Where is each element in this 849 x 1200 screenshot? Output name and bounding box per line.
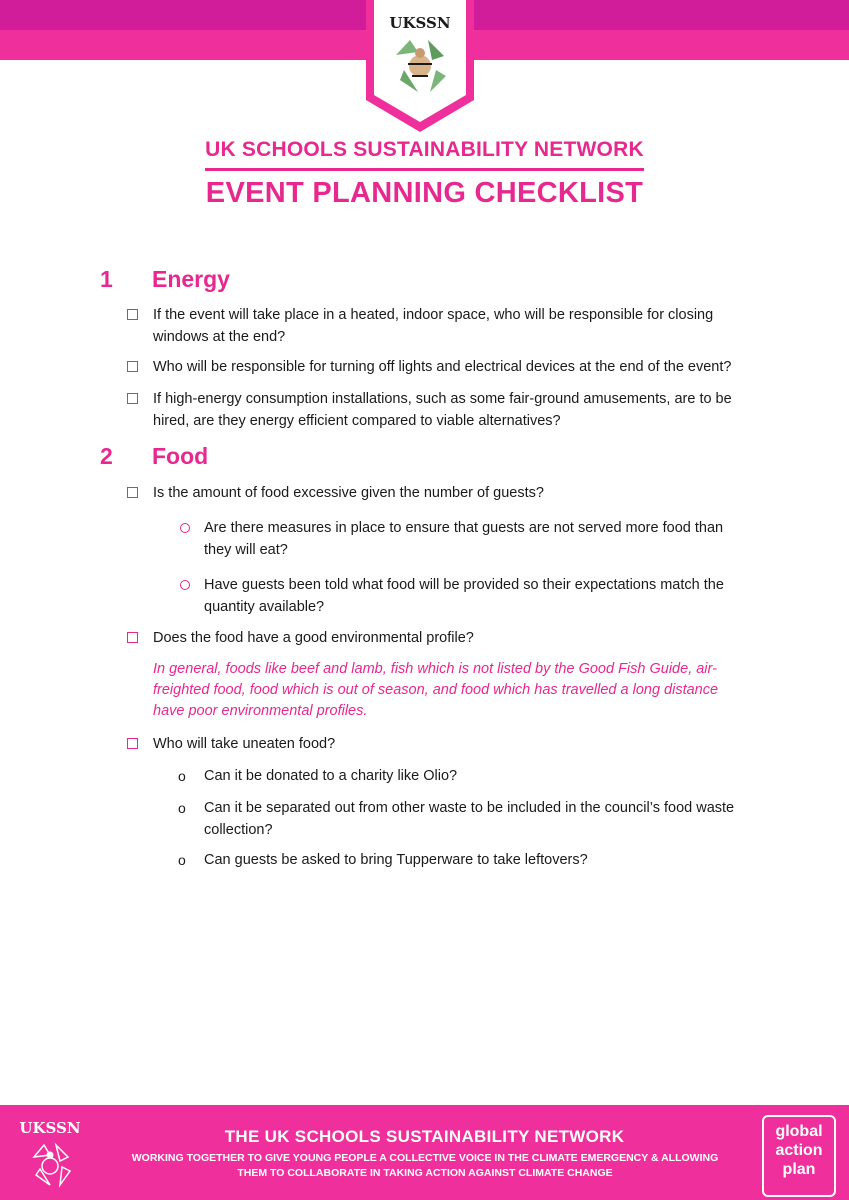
checklist-item[interactable] xyxy=(127,733,767,755)
circle-bullet-icon xyxy=(180,523,190,533)
checklist-item-text: If high-energy consumption installations, such as some fair-ground amusements, are to be hired, are they energy efficient compared to viable alternatives? xyxy=(153,391,732,429)
checkbox-icon[interactable] xyxy=(127,738,138,749)
sub-item xyxy=(178,574,748,618)
sub-item-text: Have guests been told what food will be provided so their expectations match the quantity available? xyxy=(204,577,724,615)
checkbox-icon[interactable] xyxy=(127,361,138,372)
section-heading-energy xyxy=(100,266,230,293)
checklist-item[interactable] xyxy=(127,482,767,504)
sub-item-text: Can guests be asked to bring Tupperware to take leftovers? xyxy=(204,852,588,868)
network-title: UK SCHOOLS SUSTAINABILITY NETWORK xyxy=(205,138,644,171)
checklist-title: EVENT PLANNING CHECKLIST xyxy=(205,177,644,209)
checkbox-icon[interactable] xyxy=(127,632,138,643)
bullet-icon: o xyxy=(178,800,186,816)
sub-item-text: Are there measures in place to ensure that guests are not served more food than they will eat? xyxy=(204,520,724,558)
section-number: 1 xyxy=(100,266,113,292)
sub-item-text: Can it be separated out from other waste to be included in the council’s food waste collection? xyxy=(204,800,735,838)
checklist-item-text: Does the food have a good environmental profile? xyxy=(153,630,474,646)
checklist-item-text: If the event will take place in a heated, indoor space, who will be responsible for closing windows at the end? xyxy=(153,307,714,345)
ukssn-footer-logo xyxy=(10,1111,90,1195)
section-title: Energy xyxy=(152,266,230,292)
logo-word: action xyxy=(775,1142,823,1159)
section-heading-food xyxy=(100,443,208,470)
logo-word: global xyxy=(775,1123,823,1140)
checkbox-icon[interactable] xyxy=(127,309,138,320)
checklist-item[interactable] xyxy=(127,356,767,378)
checklist-item-text: Who will be responsible for turning off lights and electrical devices at the end of the event? xyxy=(153,359,732,375)
section-number: 2 xyxy=(100,443,113,469)
checklist-item[interactable] xyxy=(127,627,767,649)
ukssn-badge-logo xyxy=(360,0,480,134)
checklist-item-text: Who will take uneaten food? xyxy=(153,736,336,752)
checklist-item-text: Is the amount of food excessive given the number of guests? xyxy=(153,485,544,501)
checklist-item[interactable] xyxy=(127,304,767,348)
circle-bullet-icon xyxy=(180,580,190,590)
sub-item xyxy=(178,765,748,787)
footer-title: THE UK SCHOOLS SUSTAINABILITY NETWORK xyxy=(224,1127,625,1146)
checkbox-icon[interactable] xyxy=(127,487,138,498)
sub-item xyxy=(178,849,748,871)
footer-subtitle: WORKING TOGETHER TO GIVE YOUNG PEOPLE A COLLECTIVE VOICE IN THE CLIMATE EMERGENCY & ALLOWING THEM TO COLLABORATE IN TAKING ACTION AGAINST CLIMATE CHANGE xyxy=(131,1152,719,1179)
bullet-icon: o xyxy=(178,768,186,784)
section-title: Food xyxy=(152,443,209,469)
sub-item xyxy=(178,797,748,841)
checklist-item[interactable] xyxy=(127,388,767,432)
sub-item-text: Can it be donated to a charity like Olio? xyxy=(204,768,458,784)
checkbox-icon[interactable] xyxy=(127,393,138,404)
svg-text:UKSSN: UKSSN xyxy=(389,14,451,32)
logo-word: plan xyxy=(782,1161,816,1178)
svg-text:UKSSN: UKSSN xyxy=(19,1119,81,1137)
footer-band xyxy=(0,1105,849,1200)
global-action-plan-logo xyxy=(762,1115,836,1197)
bullet-icon: o xyxy=(178,852,186,868)
sub-item xyxy=(178,517,748,561)
environmental-note: In general, foods like beef and lamb, fish which is not listed by the Good Fish Guide, air-freighted food, food which is out of season, and food which has travelled a long distance have poor environmental profiles. xyxy=(153,661,719,719)
